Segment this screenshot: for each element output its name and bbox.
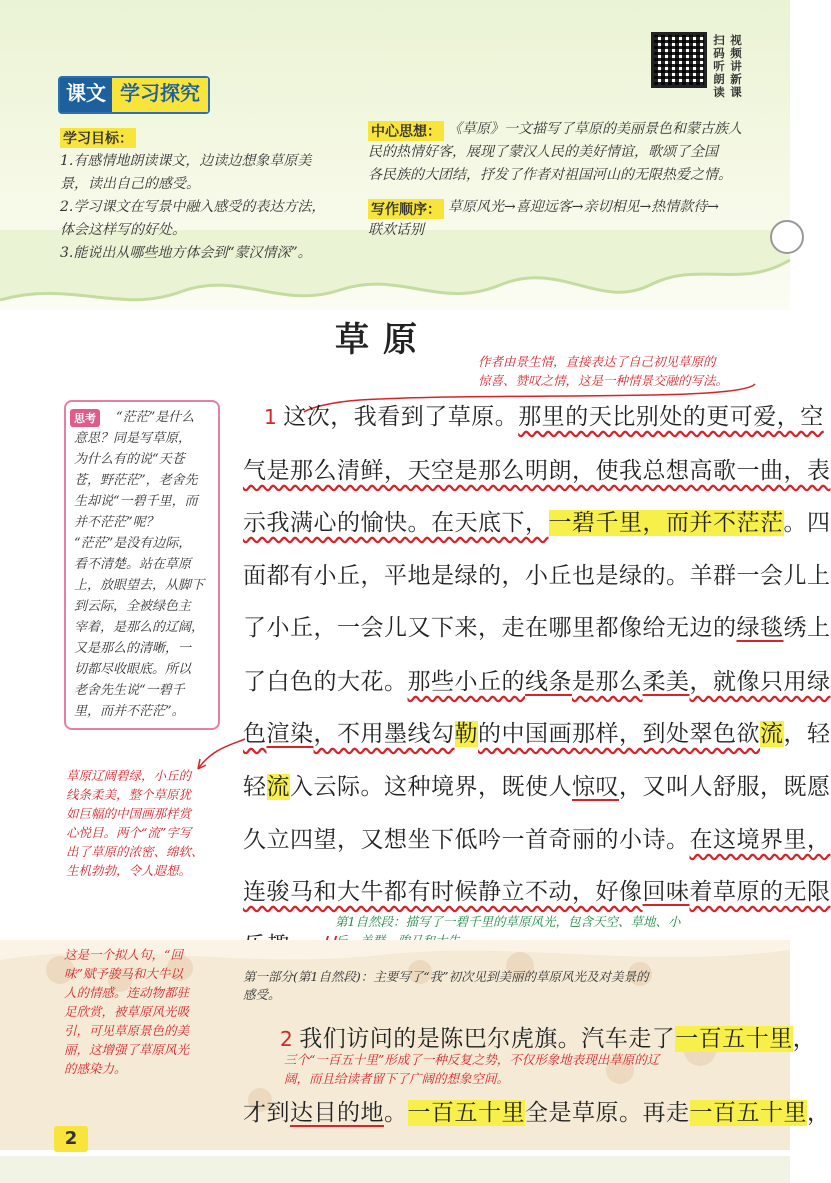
paragraph-1-line: 面都有小丘，平地是绿的，小丘也是绿的。羊群一会儿上 (243, 563, 831, 589)
learning-goal-line: 2.学习课文在写景中融入感受的表达方法， (60, 199, 326, 215)
writing-order-line: 草原风光→喜迎远客→亲切相见→热情款待→ (448, 199, 719, 215)
think-line: 苍，野茫茫”，老舍先 (74, 473, 198, 488)
think-line: 为什么有的说“天苍 (74, 452, 185, 467)
think-tag: 思考 (70, 409, 100, 427)
think-line: 看不清楚。站在草原 (74, 557, 192, 572)
annotation-paragraph-2: 三个“一百五十里”形成了一种反复之势，不仅形象地表现出草原的辽 (284, 1052, 660, 1067)
paragraph-1-line: 示我满心的愉快。在天底下，一碧千里，而并不茫茫。四 (243, 510, 831, 536)
lesson-title: 草原 (335, 320, 431, 360)
annotation-left-1: 出了草原的浓密、绵软、 (66, 844, 204, 859)
qr-label-1: 扫码听朗读 (713, 33, 725, 99)
writing-order-heading: 写作顺序： (368, 199, 444, 219)
page-number: 2 (54, 1126, 88, 1152)
qr-code[interactable] (651, 32, 707, 88)
annotation-left-1: 生机勃勃，令人遐想。 (66, 863, 192, 878)
annotation-left-1: 如巨幅的中国画那样赏 (66, 806, 192, 821)
paragraph-1-line: 了白色的大花。那些小丘的线条是那么柔美，就像只用绿 (243, 669, 831, 695)
qr-label-2: 视频讲新课 (730, 33, 742, 99)
paragraph-1-line: 色渲染，不用墨线勾勒的中国画那样，到处翠色欲流，轻 (243, 721, 831, 747)
annotation-left-1: 草原辽阔碧绿，小丘的 (66, 768, 192, 783)
annotation-green-1: 第1自然段：描写了一碧千里的草原风光，包含天空、草地、小 (335, 914, 681, 929)
paragraph-1-line: 连骏马和大牛都有时候静立不动，好像回味着草原的无限 (243, 879, 831, 905)
writing-order-line: 联欢话别 (368, 222, 424, 238)
annotation-paragraph-2: 阔，而且给读者留下了广阔的想象空间。 (284, 1071, 510, 1086)
learning-goal-line: 体会这样写的好处。 (60, 222, 186, 238)
think-line: 老舍先生说“一碧千 (74, 683, 185, 698)
section-title-part1: 课文 (60, 78, 112, 112)
annotation-left-1: 线条柔美，整个草原犹 (66, 787, 192, 802)
part-one-summary: 感受。 (243, 987, 281, 1002)
learning-goal-line: 1.有感情地朗读课文，边读边想象草原美 (60, 153, 312, 169)
central-idea-heading: 中心思想： (368, 121, 444, 141)
annotation-left-2: 丽，这增强了草原风光 (64, 1042, 190, 1057)
annotation-left-2: 引，可见草原景色的美 (64, 1023, 190, 1038)
learning-goals-heading: 学习目标： (60, 128, 136, 148)
paragraph-2-line: 2 我们访问的是陈巴尔虎旗。汽车走了一百五十里， (280, 1026, 817, 1052)
bottom-strip (0, 1156, 790, 1183)
think-line: 意思？同是写草原， (74, 431, 192, 446)
central-idea-line: 各民族的大团结，抒发了作者对祖国河山的无限热爱之情。 (368, 167, 732, 183)
annotation-left-2: 足欣赏，被草原风光吸 (64, 1004, 190, 1019)
part-one-summary: 第一部分(第1自然段)：主要写了“我”初次见到美丽的草原风光及对美景的 (243, 969, 649, 984)
paragraph-1-line: 轻流入云际。这种境界，既使人惊叹，又叫人舒服，既愿 (243, 774, 831, 800)
think-line: 宰着，是那么的辽阔， (74, 620, 205, 635)
annotation-left-1: 心悦目。两个“流”字写 (66, 825, 192, 840)
annotation-left-2: 这是一个拟人句，“回 (64, 947, 183, 962)
page-tab-marker (770, 220, 804, 254)
central-idea-line: 民的热情好客，展现了蒙汉人民的美好情谊，歌颂了全国 (368, 144, 718, 160)
learning-goal-line: 3.能说出从哪些地方体会到“蒙汉情深”。 (60, 245, 312, 261)
think-line: 到云际，全被绿色主 (74, 599, 192, 614)
think-line: “茫茫”是什么 (116, 410, 195, 425)
think-line: “茫茫”是没有边际， (74, 536, 192, 551)
think-line: 切都尽收眼底。所以 (74, 662, 192, 677)
annotation-left-2: 人的情感。连动物都驻 (64, 985, 190, 1000)
paragraph-1-line: 1 这次，我看到了草原。那里的天比别处的更可爱，空 (264, 404, 824, 430)
paragraph-1-line: 气是那么清鲜，天空是那么明朗，使我总想高歌一曲，表 (243, 458, 831, 484)
section-title-part2: 学习探究 (112, 78, 208, 112)
think-line: 生却说“一碧千里，而 (74, 494, 198, 509)
paragraph-1-line: 久立四望，又想坐下低吟一首奇丽的小诗。在这境界里， (243, 827, 831, 853)
paragraph-number: 2 (280, 1027, 294, 1051)
paragraph-1-line: 了小丘，一会儿又下来，走在哪里都像给无边的绿毯绣上 (243, 615, 831, 641)
think-line: 并不茫茫”呢？ (74, 515, 159, 530)
think-line: 又是那么的清晰，一 (74, 641, 192, 656)
annotation-left-2: 的感染力。 (64, 1061, 127, 1076)
section-title (58, 76, 210, 114)
central-idea-line: 《草原》一文描写了草原的美丽景色和蒙古族人 (448, 121, 742, 137)
annotation-top-line: 惊喜、赞叹之情，这是一种情景交融的写法。 (478, 373, 729, 388)
think-line: 里，而并不茫茫”。 (74, 704, 185, 719)
paragraph-2-line: 才到达目的地。一百五十里全是草原。再走一百五十里， (243, 1100, 831, 1126)
highlight: 一碧千里，而并不茫茫 (548, 510, 784, 536)
learning-goal-line: 景，读出自己的感受。 (60, 176, 200, 192)
annotation-top-line: 作者由景生情，直接表达了自己初见草原的 (478, 354, 716, 369)
annotation-left-1-arrow (190, 735, 250, 775)
paragraph-number: 1 (264, 405, 278, 429)
annotation-left-2: 味”赋予骏马和大牛以 (64, 966, 183, 981)
think-line: 上，放眼望去，从脚下 (74, 578, 205, 593)
think-box (64, 400, 220, 730)
